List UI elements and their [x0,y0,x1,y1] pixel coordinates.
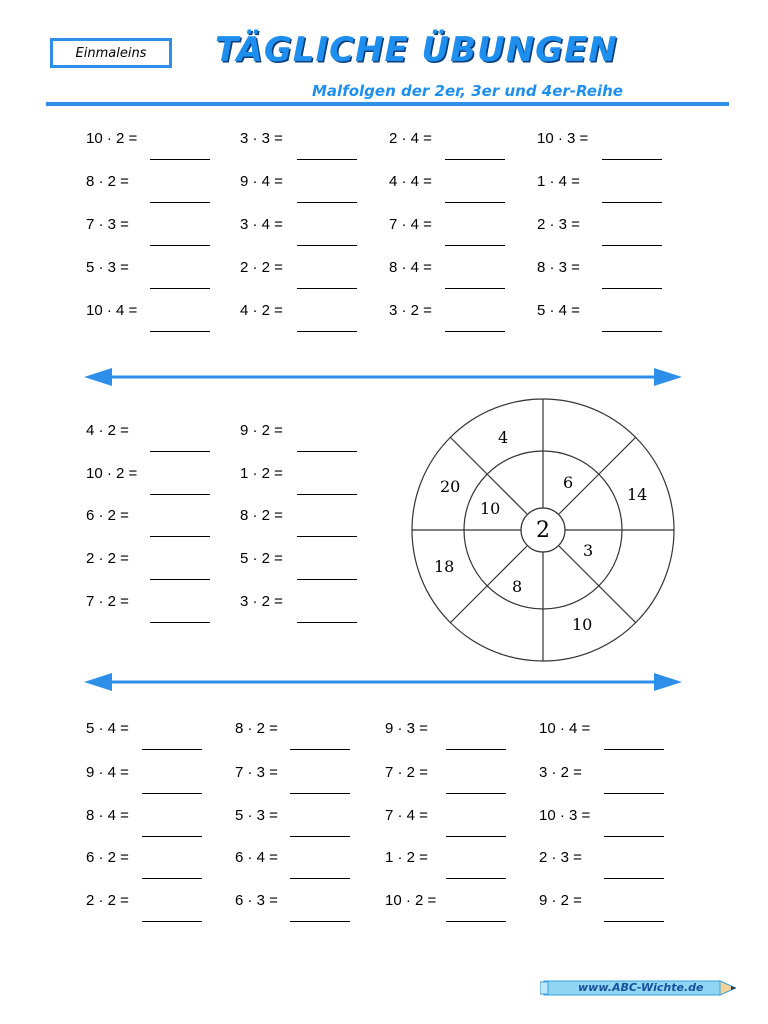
answer-blank[interactable] [297,494,357,495]
wheel-center-number: 2 [536,518,550,543]
multiplication-task: 5 · 4 = [537,302,580,319]
multiplication-task: 5 · 3 = [86,259,129,276]
answer-blank[interactable] [150,202,210,203]
multiplication-task: 10 · 3 = [537,130,589,147]
multiplication-task: 10 · 4 = [539,720,591,737]
answer-blank[interactable] [604,836,664,837]
answer-blank[interactable] [604,749,664,750]
multiplication-task: 4 · 4 = [389,173,432,190]
answer-blank[interactable] [445,159,505,160]
answer-blank[interactable] [602,288,662,289]
answer-blank[interactable] [446,836,506,837]
answer-blank[interactable] [297,451,357,452]
worksheet-tag [50,38,172,68]
multiplication-task: 3 · 3 = [240,130,283,147]
wheel-outer-number: 4 [498,428,509,447]
answer-blank[interactable] [290,878,350,879]
multiplication-task: 8 · 2 = [240,507,283,524]
wheel-inner-number: 6 [563,473,574,492]
answer-blank[interactable] [445,288,505,289]
multiplication-task: 8 · 2 = [235,720,278,737]
multiplication-task: 1 · 2 = [385,849,428,866]
answer-blank[interactable] [150,494,210,495]
answer-blank[interactable] [297,245,357,246]
answer-blank[interactable] [142,836,202,837]
answer-blank[interactable] [150,579,210,580]
multiplication-task: 5 · 3 = [235,807,278,824]
multiplication-task: 5 · 2 = [240,550,283,567]
multiplication-task: 8 · 4 = [389,259,432,276]
multiplication-task: 9 · 2 = [539,892,582,909]
answer-blank[interactable] [297,202,357,203]
answer-blank[interactable] [142,921,202,922]
answer-blank[interactable] [604,921,664,922]
double-arrow-divider-2 [84,671,682,693]
multiplication-task: 9 · 3 = [385,720,428,737]
multiplication-task: 10 · 4 = [86,302,138,319]
multiplication-task: 8 · 2 = [86,173,129,190]
wheel-outer-number: 20 [440,477,461,496]
answer-blank[interactable] [150,451,210,452]
wheel-inner-number: 3 [583,541,594,560]
answer-blank[interactable] [297,622,357,623]
multiplication-wheel [408,396,678,666]
answer-blank[interactable] [445,245,505,246]
multiplication-task: 2 · 2 = [86,892,129,909]
multiplication-task: 10 · 2 = [86,130,138,147]
multiplication-task: 7 · 3 = [86,216,129,233]
answer-blank[interactable] [604,878,664,879]
multiplication-task: 3 · 4 = [240,216,283,233]
multiplication-task: 1 · 4 = [537,173,580,190]
answer-blank[interactable] [142,793,202,794]
answer-blank[interactable] [445,202,505,203]
answer-blank[interactable] [446,749,506,750]
multiplication-task: 6 · 3 = [235,892,278,909]
answer-blank[interactable] [602,331,662,332]
answer-blank[interactable] [150,159,210,160]
answer-blank[interactable] [602,245,662,246]
answer-blank[interactable] [290,836,350,837]
answer-blank[interactable] [150,288,210,289]
multiplication-task: 6 · 2 = [86,849,129,866]
multiplication-task: 9 · 4 = [240,173,283,190]
multiplication-task: 6 · 2 = [86,507,129,524]
answer-blank[interactable] [297,331,357,332]
answer-blank[interactable] [446,921,506,922]
multiplication-task: 7 · 3 = [235,764,278,781]
multiplication-task: 8 · 4 = [86,807,129,824]
answer-blank[interactable] [150,536,210,537]
answer-blank[interactable] [602,202,662,203]
wheel-outer-number: 14 [627,485,648,504]
answer-blank[interactable] [446,878,506,879]
multiplication-task: 7 · 4 = [385,807,428,824]
multiplication-task: 6 · 4 = [235,849,278,866]
multiplication-task: 2 · 3 = [537,216,580,233]
multiplication-task: 8 · 3 = [537,259,580,276]
answer-blank[interactable] [297,536,357,537]
double-arrow-divider-1 [84,366,682,388]
multiplication-task: 4 · 2 = [86,422,129,439]
header-divider [46,102,729,106]
multiplication-task: 10 · 2 = [86,465,138,482]
worksheet-tag-label: Einmaleins [75,45,147,61]
worksheet-subtitle: Malfolgen der 2er, 3er und 4er-Reihe [312,82,623,100]
multiplication-task: 9 · 4 = [86,764,129,781]
multiplication-task: 5 · 4 = [86,720,129,737]
multiplication-task: 2 · 4 = [389,130,432,147]
answer-blank[interactable] [297,159,357,160]
multiplication-task: 4 · 2 = [240,302,283,319]
multiplication-task: 7 · 2 = [86,593,129,610]
multiplication-task: 1 · 2 = [240,465,283,482]
answer-blank[interactable] [445,331,505,332]
footer-url: www.ABC-Wichte.de [578,981,704,994]
answer-blank[interactable] [290,749,350,750]
multiplication-task: 7 · 2 = [385,764,428,781]
answer-blank[interactable] [602,159,662,160]
multiplication-task: 2 · 3 = [539,849,582,866]
worksheet-title: TÄGLICHE ÜBUNGEN [215,30,618,70]
multiplication-task: 10 · 2 = [385,892,437,909]
answer-blank[interactable] [142,749,202,750]
multiplication-task: 7 · 4 = [389,216,432,233]
answer-blank[interactable] [142,878,202,879]
answer-blank[interactable] [290,921,350,922]
answer-blank[interactable] [150,331,210,332]
answer-blank[interactable] [290,793,350,794]
wheel-inner-number: 8 [512,577,523,596]
answer-blank[interactable] [297,288,357,289]
answer-blank[interactable] [297,579,357,580]
wheel-outer-number: 18 [434,557,455,576]
multiplication-task: 2 · 2 = [86,550,129,567]
answer-blank[interactable] [446,793,506,794]
multiplication-task: 3 · 2 = [240,593,283,610]
multiplication-task: 3 · 2 = [539,764,582,781]
answer-blank[interactable] [150,245,210,246]
answer-blank[interactable] [604,793,664,794]
answer-blank[interactable] [150,622,210,623]
wheel-outer-number: 10 [572,615,593,634]
multiplication-task: 3 · 2 = [389,302,432,319]
multiplication-task: 2 · 2 = [240,259,283,276]
multiplication-task: 10 · 3 = [539,807,591,824]
wheel-inner-number: 10 [480,499,501,518]
multiplication-task: 9 · 2 = [240,422,283,439]
